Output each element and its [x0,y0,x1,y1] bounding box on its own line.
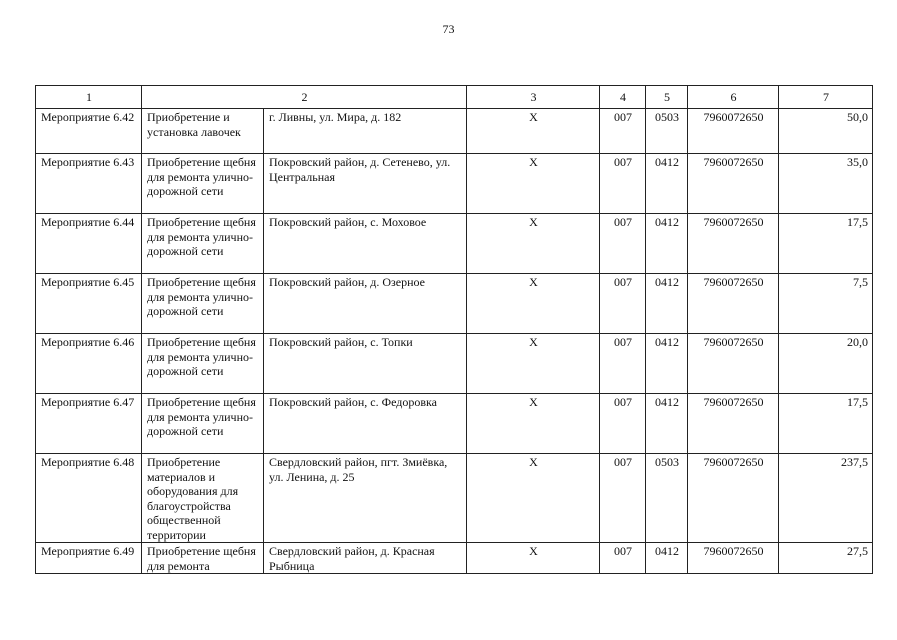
measure-col3: Х [467,154,600,214]
measure-name: Приобретение щебня для ремонта [142,543,264,574]
measure-address: Покровский район, с. Моховое [264,214,467,274]
measure-address: Свердловский район, д. Красная Рыбница [264,543,467,574]
measure-col3: Х [467,454,600,543]
page-number: 73 [442,22,455,36]
measure-col7: 35,0 [779,154,873,214]
measures-table [35,85,873,574]
measure-col3: Х [467,334,600,394]
measure-col7: 17,5 [779,394,873,454]
measure-col5: 0412 [646,394,688,454]
measure-id: Мероприятие 6.48 [36,454,142,543]
measure-id: Мероприятие 6.45 [36,274,142,334]
measure-col7: 50,0 [779,109,873,154]
measure-id: Мероприятие 6.44 [36,214,142,274]
measure-address: Покровский район, с. Федоровка [264,394,467,454]
header-cell: 1 [36,86,142,109]
measure-col5: 0412 [646,334,688,394]
measure-col7: 237,5 [779,454,873,543]
header-cell: 2 [142,86,467,109]
table-row [36,394,873,454]
measure-col4: 007 [600,394,646,454]
measure-address: Свердловский район, пгт. Змиёвка, ул. Ленина, д. 25 [264,454,467,543]
table-row [36,454,873,543]
measure-col3: Х [467,394,600,454]
measure-address: Покровский район, с. Топки [264,334,467,394]
measure-col7: 17,5 [779,214,873,274]
measure-address: Покровский район, д. Озерное [264,274,467,334]
measure-col4: 007 [600,109,646,154]
table-row [36,109,873,154]
header-cell: 4 [600,86,646,109]
measure-col3: Х [467,109,600,154]
table-body [36,86,873,574]
measure-col4: 007 [600,214,646,274]
measure-col3: Х [467,214,600,274]
measure-col3: Х [467,274,600,334]
measure-col6: 7960072650 [688,109,779,154]
header-cell: 6 [688,86,779,109]
measure-name: Приобретение щебня для ремонта улично-дорожной сети [142,274,264,334]
measure-name: Приобретение щебня для ремонта улично-дорожной сети [142,154,264,214]
measure-address: г. Ливны, ул. Мира, д. 182 [264,109,467,154]
table-row [36,543,873,574]
table-row [36,274,873,334]
table-row [36,334,873,394]
measure-col4: 007 [600,154,646,214]
measure-col4: 007 [600,274,646,334]
measure-col7: 20,0 [779,334,873,394]
measure-col4: 007 [600,334,646,394]
table-row [36,154,873,214]
measure-col5: 0412 [646,274,688,334]
measure-col6: 7960072650 [688,454,779,543]
measure-col5: 0412 [646,543,688,574]
measure-col7: 7,5 [779,274,873,334]
measure-col3: Х [467,543,600,574]
header-cell: 3 [467,86,600,109]
measure-col4: 007 [600,543,646,574]
measure-id: Мероприятие 6.49 [36,543,142,574]
measure-id: Мероприятие 6.46 [36,334,142,394]
measure-col6: 7960072650 [688,394,779,454]
measure-name: Приобретение щебня для ремонта улично-дорожной сети [142,214,264,274]
measure-id: Мероприятие 6.42 [36,109,142,154]
measure-id: Мероприятие 6.47 [36,394,142,454]
measure-col4: 007 [600,454,646,543]
measure-col6: 7960072650 [688,543,779,574]
measure-col6: 7960072650 [688,274,779,334]
header-cell: 5 [646,86,688,109]
measure-col7: 27,5 [779,543,873,574]
measure-address: Покровский район, д. Сетенево, ул. Центральная [264,154,467,214]
measure-col5: 0412 [646,154,688,214]
measure-name: Приобретение материалов и оборудования для благоустройства общественной территории [142,454,264,543]
measure-name: Приобретение и установка лавочек [142,109,264,154]
measure-col6: 7960072650 [688,214,779,274]
header-cell: 7 [779,86,873,109]
measure-id: Мероприятие 6.43 [36,154,142,214]
table-row [36,214,873,274]
measure-col5: 0503 [646,454,688,543]
table-header-row [36,86,873,109]
measure-name: Приобретение щебня для ремонта улично-дорожной сети [142,334,264,394]
measure-col6: 7960072650 [688,154,779,214]
measure-col5: 0503 [646,109,688,154]
measure-col6: 7960072650 [688,334,779,394]
measure-name: Приобретение щебня для ремонта улично-дорожной сети [142,394,264,454]
measure-col5: 0412 [646,214,688,274]
